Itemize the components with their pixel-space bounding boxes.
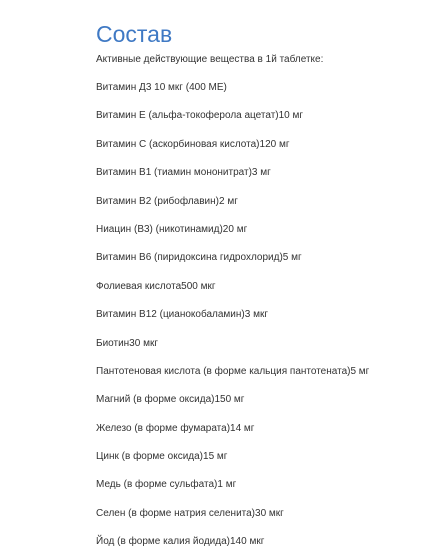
list-item: Витамин Д3 10 мкг (400 МЕ) xyxy=(96,82,227,93)
list-item: Витамин Е (альфа-токоферола ацетат)10 мг xyxy=(96,110,304,122)
list-item: Ниацин (В3) (никотинамид)20 мг xyxy=(96,223,248,235)
list-item: Медь (в форме сульфата)1 мг xyxy=(96,479,237,491)
list-item: Витамин В1 (тиамин мононитрат)3 мг xyxy=(96,167,271,179)
section-title: Состав xyxy=(96,21,173,47)
list-item: Йод (в форме калия йодида)140 мкг xyxy=(96,536,265,548)
list-item: Цинк (в форме оксида)15 мг xyxy=(96,451,228,463)
list-item: Железо (в форме фумарата)14 мг xyxy=(96,422,255,434)
list-item: Фолиевая кислота500 мкг xyxy=(96,280,216,292)
list-item: Магний (в форме оксида)150 мг xyxy=(96,394,245,406)
list-item: Витамин В6 (пиридоксина гидрохлорид)5 мг xyxy=(96,252,302,264)
ingredients-list xyxy=(96,82,369,560)
list-item: Витамин В2 (рибофлавин)2 мг xyxy=(96,195,238,207)
list-item: Пантотеновая кислота (в форме кальция пантотената)5 мг xyxy=(96,365,370,377)
list-item: Селен (в форме натрия селенита)30 мкг xyxy=(96,507,284,519)
list-item: Биотин30 мкг xyxy=(96,337,158,349)
list-item: Витамин С (аскорбиновая кислота)120 мг xyxy=(96,138,290,150)
section-intro: Активные действующие вещества в 1й таблетке: xyxy=(96,54,324,65)
list-item: Витамин В12 (цианокобаламин)3 мкг xyxy=(96,309,268,321)
